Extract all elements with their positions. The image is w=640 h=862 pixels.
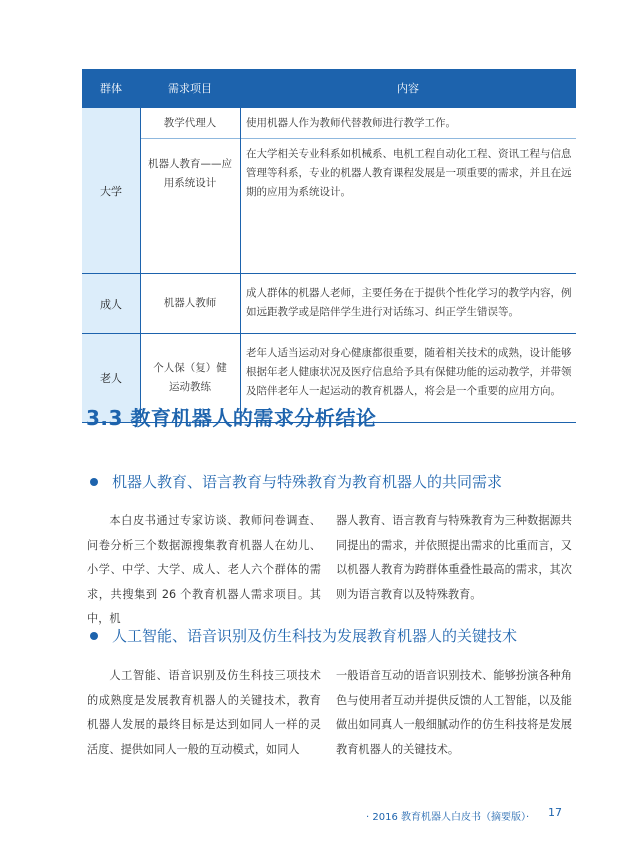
footer-title: · 2016 教育机器人白皮书（摘要版）·	[366, 812, 530, 823]
column-divider	[240, 108, 241, 422]
header-need: 需求项目	[168, 82, 212, 95]
need-health-coach: 个人保（复）健运动教练	[153, 362, 227, 393]
need-teaching-agent: 教学代理人	[163, 117, 217, 129]
section-title: 3.3 教育机器人的需求分析结论	[86, 406, 377, 430]
content-teaching-agent: 使用机器人作为教师代替教师进行教学工作。	[246, 117, 456, 129]
row-divider	[82, 273, 576, 274]
group-elderly: 老人	[82, 334, 140, 422]
paragraph-1-col2: 器人教育、语言教育与特殊教育为三种数据源共同提出的需求，并依照提出需求的比重而言，又以机器人教育为跨群体重叠性最高的需求，其次则为语言教育以及特殊教育。	[336, 514, 572, 601]
paragraph-2-col2: 一般语音互动的语音识别技术、能够扮演各种角色与使用者互动并提供反馈的人工智能，以及能做出如同真人一般细腻动作的仿生科技将是发展教育机器人的关键技术。	[336, 669, 572, 756]
row-divider	[82, 333, 576, 334]
column-divider	[140, 108, 141, 422]
content-health-coach: 老年人适当运动对身心健康都很重要，随着相关技术的成熟，设计能够根据年老人健康状况及医疗信息给予具有保健功能的运动教学，并带领及陪伴老年人一起运动的教育机器人，将会是一个重要的应用方向。	[246, 347, 572, 397]
subsection-title-2: 人工智能、语音识别及仿生科技为发展教育机器人的关键技术	[112, 627, 518, 645]
header-group: 群体	[100, 82, 122, 95]
table-header	[82, 69, 576, 108]
paragraph-1-col1: 本白皮书通过专家访谈、教师问卷调查、问卷分析三个数据源搜集教育机器人在幼儿、小学、中学、大学、成人、老人六个群体的需求，共搜集到 26 个教育机器人需求项目。其中，机	[87, 514, 321, 625]
need-robot-education: 机器人教育——应用系统设计	[148, 158, 232, 189]
page-number: 17	[548, 806, 562, 819]
bullet-icon	[90, 632, 98, 640]
group-adult: 成人	[82, 274, 140, 333]
group-university: 大学	[82, 108, 140, 273]
paragraph-2-col1: 人工智能、语音识别及仿生科技三项技术的成熟度是发展教育机器人的关键技术，教育机器人发展的最终目标是达到如同人一样的灵活度、提供如同人一般的互动模式，如同人	[87, 669, 321, 756]
row-divider	[140, 138, 576, 139]
content-robot-education: 在大学相关专业科系如机械系、电机工程自动化工程、资讯工程与信息管理等科系，专业的机器人教育课程发展是一项重要的需求，并且在远期的应用为系统设计。	[246, 148, 572, 198]
content-robot-teacher: 成人群体的机器人老师，主要任务在于提供个性化学习的教学内容，例如远距教学或是陪伴学生进行对话练习、纠正学生错误等。	[246, 287, 572, 318]
need-robot-teacher: 机器人教师	[163, 297, 217, 309]
bullet-icon	[90, 478, 98, 486]
subsection-title-1: 机器人教育、语言教育与特殊教育为教育机器人的共同需求	[112, 473, 503, 491]
header-content: 内容	[397, 82, 419, 95]
